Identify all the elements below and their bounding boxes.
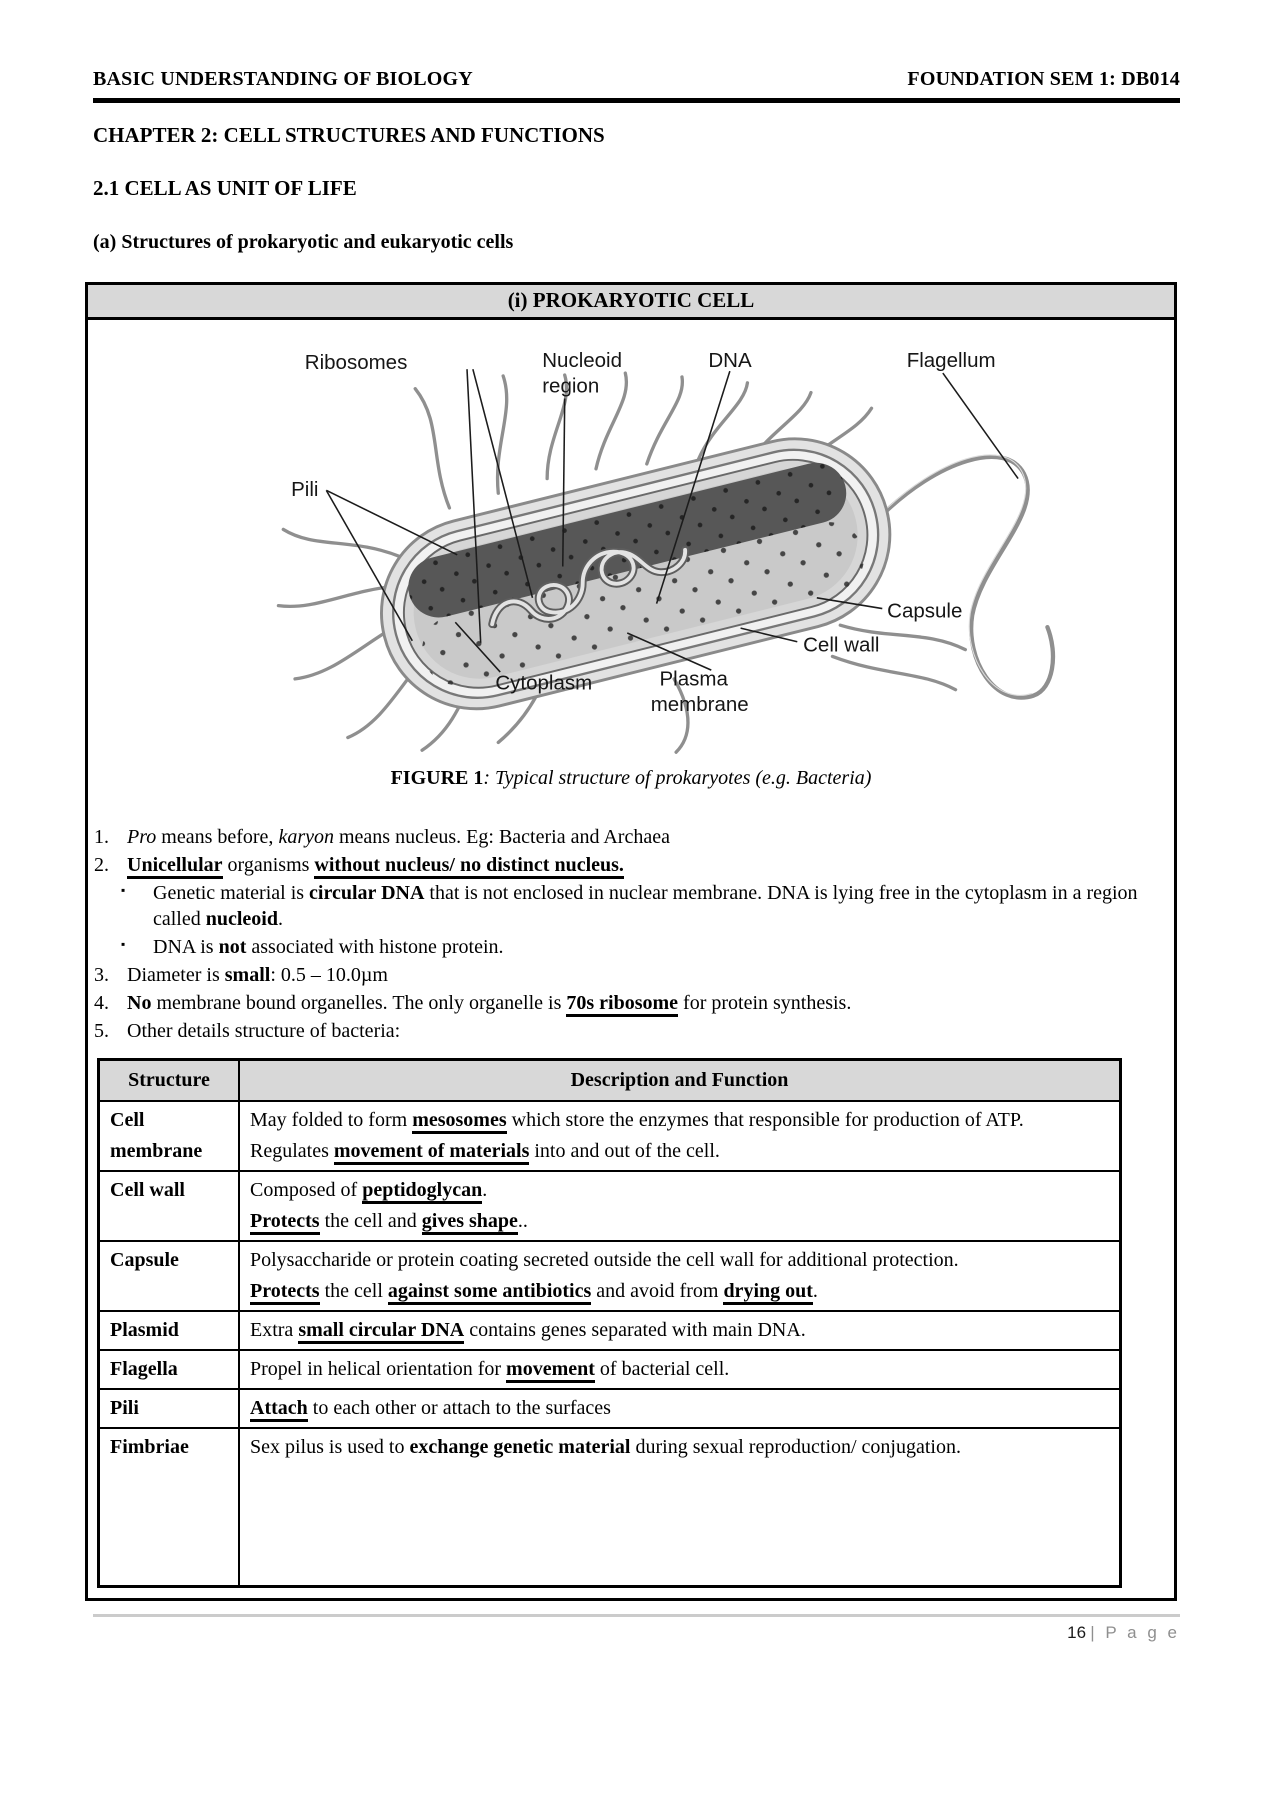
rich-text-segment: small circular DNA <box>298 1319 464 1344</box>
table-row <box>99 1428 1121 1587</box>
header-course-code: FOUNDATION SEM 1: DB014 <box>907 68 1180 90</box>
subsection-heading: (a) Structures of prokaryotic and eukaryotic cells <box>93 231 514 253</box>
description-cell <box>239 1311 1121 1350</box>
list-marker: 2. <box>94 854 109 876</box>
list-marker: 1. <box>94 826 109 848</box>
footer-rule <box>93 1614 1180 1617</box>
chapter-heading: CHAPTER 2: CELL STRUCTURES AND FUNCTIONS <box>93 123 605 147</box>
list-marker: 4. <box>94 992 109 1014</box>
list-item <box>94 1018 1160 1044</box>
description-paragraph: Sex pilus is used to exchange genetic material during sexual reproduction/ conjugation. <box>250 1436 961 1458</box>
table-row <box>99 1101 1121 1171</box>
table-row <box>99 1171 1121 1241</box>
list-marker: ▪ <box>121 883 126 897</box>
figure-wrap <box>88 320 1174 767</box>
structure-name-cell: Plasmid <box>99 1311 240 1350</box>
label-cell-wall: Cell wall <box>802 633 879 657</box>
rich-text-segment: small <box>224 964 271 986</box>
list-item-text: No membrane bound organelles. The only organelle is 70s ribosome for protein synthesis. <box>127 990 1160 1016</box>
label-nucleoid-1: Nucleoid <box>541 349 622 373</box>
description-paragraph: Extra small circular DNA contains genes separated with main DNA. <box>250 1315 1109 1346</box>
structure-table-body <box>99 1101 1121 1587</box>
flagellum-strand <box>879 455 1053 698</box>
label-ribosomes: Ribosomes <box>304 351 407 375</box>
rich-text-segment: movement of materials <box>334 1140 530 1165</box>
structure-name-cell: Flagella <box>99 1350 240 1389</box>
list-item-text: Diameter is small: 0.5 – 10.0µm <box>127 964 388 986</box>
description-paragraph: May folded to form mesosomes which store the enzymes that responsible for production of ATP. <box>250 1105 1109 1136</box>
table-row <box>99 1311 1121 1350</box>
description-paragraph: Composed of peptidoglycan. <box>250 1175 1109 1206</box>
figure-caption-text: : Typical structure of prokaryotes (e.g. Bacteria) <box>483 767 872 789</box>
table-header-row <box>99 1060 1121 1102</box>
rich-text-segment: Protects <box>250 1210 320 1235</box>
structure-name-cell: Capsule <box>99 1241 240 1311</box>
description-cell <box>239 1101 1121 1171</box>
rich-text-segment: exchange genetic material <box>409 1436 631 1458</box>
rich-text-segment: Protects <box>250 1280 320 1305</box>
description-paragraph: Protects the cell and gives shape.. <box>250 1206 1109 1237</box>
rich-text-segment: Pro <box>127 826 157 848</box>
list-item <box>94 852 1160 878</box>
table-header-structure: Structure <box>99 1060 240 1102</box>
list-item <box>94 824 1160 850</box>
list-subitem <box>94 934 1160 960</box>
notes-list <box>94 824 1160 1044</box>
prokaryotic-cell-panel <box>85 282 1177 1601</box>
structure-name-cell: Fimbriae <box>99 1428 240 1587</box>
label-capsule: Capsule <box>886 599 962 623</box>
list-item-text: Unicellular organisms without nucleus/ no distinct nucleus. <box>127 852 1160 878</box>
figure-caption <box>88 767 1174 790</box>
rich-text-segment: mesosomes <box>412 1109 506 1134</box>
description-cell <box>239 1428 1121 1587</box>
section-heading: 2.1 CELL AS UNIT OF LIFE <box>93 176 357 200</box>
rich-text-segment: No <box>127 992 152 1014</box>
rich-text-segment: peptidoglycan <box>362 1179 482 1204</box>
structure-table <box>97 1058 1122 1588</box>
rich-text-segment: karyon <box>278 826 334 848</box>
list-item-text: DNA is not associated with histone protein. <box>153 936 504 958</box>
table-row <box>99 1350 1121 1389</box>
prokaryotic-cell-diagram <box>254 332 1065 762</box>
description-paragraph: Protects the cell against some antibiotics and avoid from drying out. <box>250 1276 1109 1307</box>
description-paragraph: Propel in helical orientation for movement of bacterial cell. <box>250 1354 1109 1385</box>
table-header-description: Description and Function <box>239 1060 1121 1102</box>
description-paragraph: Polysaccharide or protein coating secreted outside the cell wall for additional protection. <box>250 1249 959 1271</box>
label-plasma-2: membrane <box>650 693 749 717</box>
rich-text-segment: Attach <box>250 1397 308 1422</box>
structure-name-cell: Cell membrane <box>99 1101 240 1171</box>
list-item-text: Other details structure of bacteria: <box>127 1020 401 1042</box>
rich-text-segment: not <box>218 936 247 958</box>
label-plasma-1: Plasma <box>659 667 728 691</box>
label-flagellum: Flagellum <box>906 349 996 373</box>
label-cytoplasm: Cytoplasm <box>494 671 592 695</box>
label-nucleoid-2: region <box>541 374 599 398</box>
rich-text-segment: Unicellular <box>127 854 223 879</box>
list-item <box>94 990 1160 1016</box>
label-pili: Pili <box>290 478 318 502</box>
structure-name-cell: Cell wall <box>99 1171 240 1241</box>
rich-text-segment: drying out <box>723 1280 812 1305</box>
description-cell <box>239 1241 1121 1311</box>
description-paragraph: Regulates movement of materials into and out of the cell. <box>250 1136 1109 1167</box>
page-number: 16 <box>1067 1623 1087 1642</box>
description-paragraph: Attach to each other or attach to the surfaces <box>250 1393 1109 1424</box>
label-dna: DNA <box>707 349 752 373</box>
list-item <box>94 962 1160 988</box>
page-number-label: | P a g e <box>1090 1623 1180 1642</box>
figure-caption-lead: FIGURE 1 <box>390 767 484 789</box>
rich-text-segment: circular DNA <box>309 882 425 904</box>
description-cell <box>239 1389 1121 1428</box>
header-course-title: BASIC UNDERSTANDING OF BIOLOGY <box>93 68 473 90</box>
running-header <box>93 68 1180 91</box>
header-rule <box>93 98 1180 103</box>
list-marker: 3. <box>94 964 109 986</box>
list-item-text: Genetic material is circular DNA that is not enclosed in nuclear membrane. DNA is lying free in the cytoplasm in a region called nucleoid. <box>153 882 1138 930</box>
page-footer <box>93 1623 1180 1643</box>
cell-body <box>361 419 910 729</box>
table-row <box>99 1389 1121 1428</box>
rich-text-segment: without nucleus/ no distinct nucleus. <box>314 854 624 879</box>
rich-text-segment: nucleoid <box>205 908 278 930</box>
table-row <box>99 1241 1121 1311</box>
list-item-text: Pro means before, karyon means nucleus. Eg: Bacteria and Archaea <box>127 826 670 848</box>
description-cell <box>239 1350 1121 1389</box>
panel-title: (i) PROKARYOTIC CELL <box>88 285 1174 320</box>
list-marker: ▪ <box>121 937 126 951</box>
rich-text-segment: movement <box>506 1358 595 1383</box>
list-marker: 5. <box>94 1020 109 1042</box>
rich-text-segment: against some antibiotics <box>388 1280 591 1305</box>
description-cell <box>239 1171 1121 1241</box>
structure-name-cell: Pili <box>99 1389 240 1428</box>
rich-text-segment: 70s ribosome <box>566 992 678 1017</box>
rich-text-segment: gives shape <box>422 1210 518 1235</box>
list-subitem <box>94 880 1160 932</box>
